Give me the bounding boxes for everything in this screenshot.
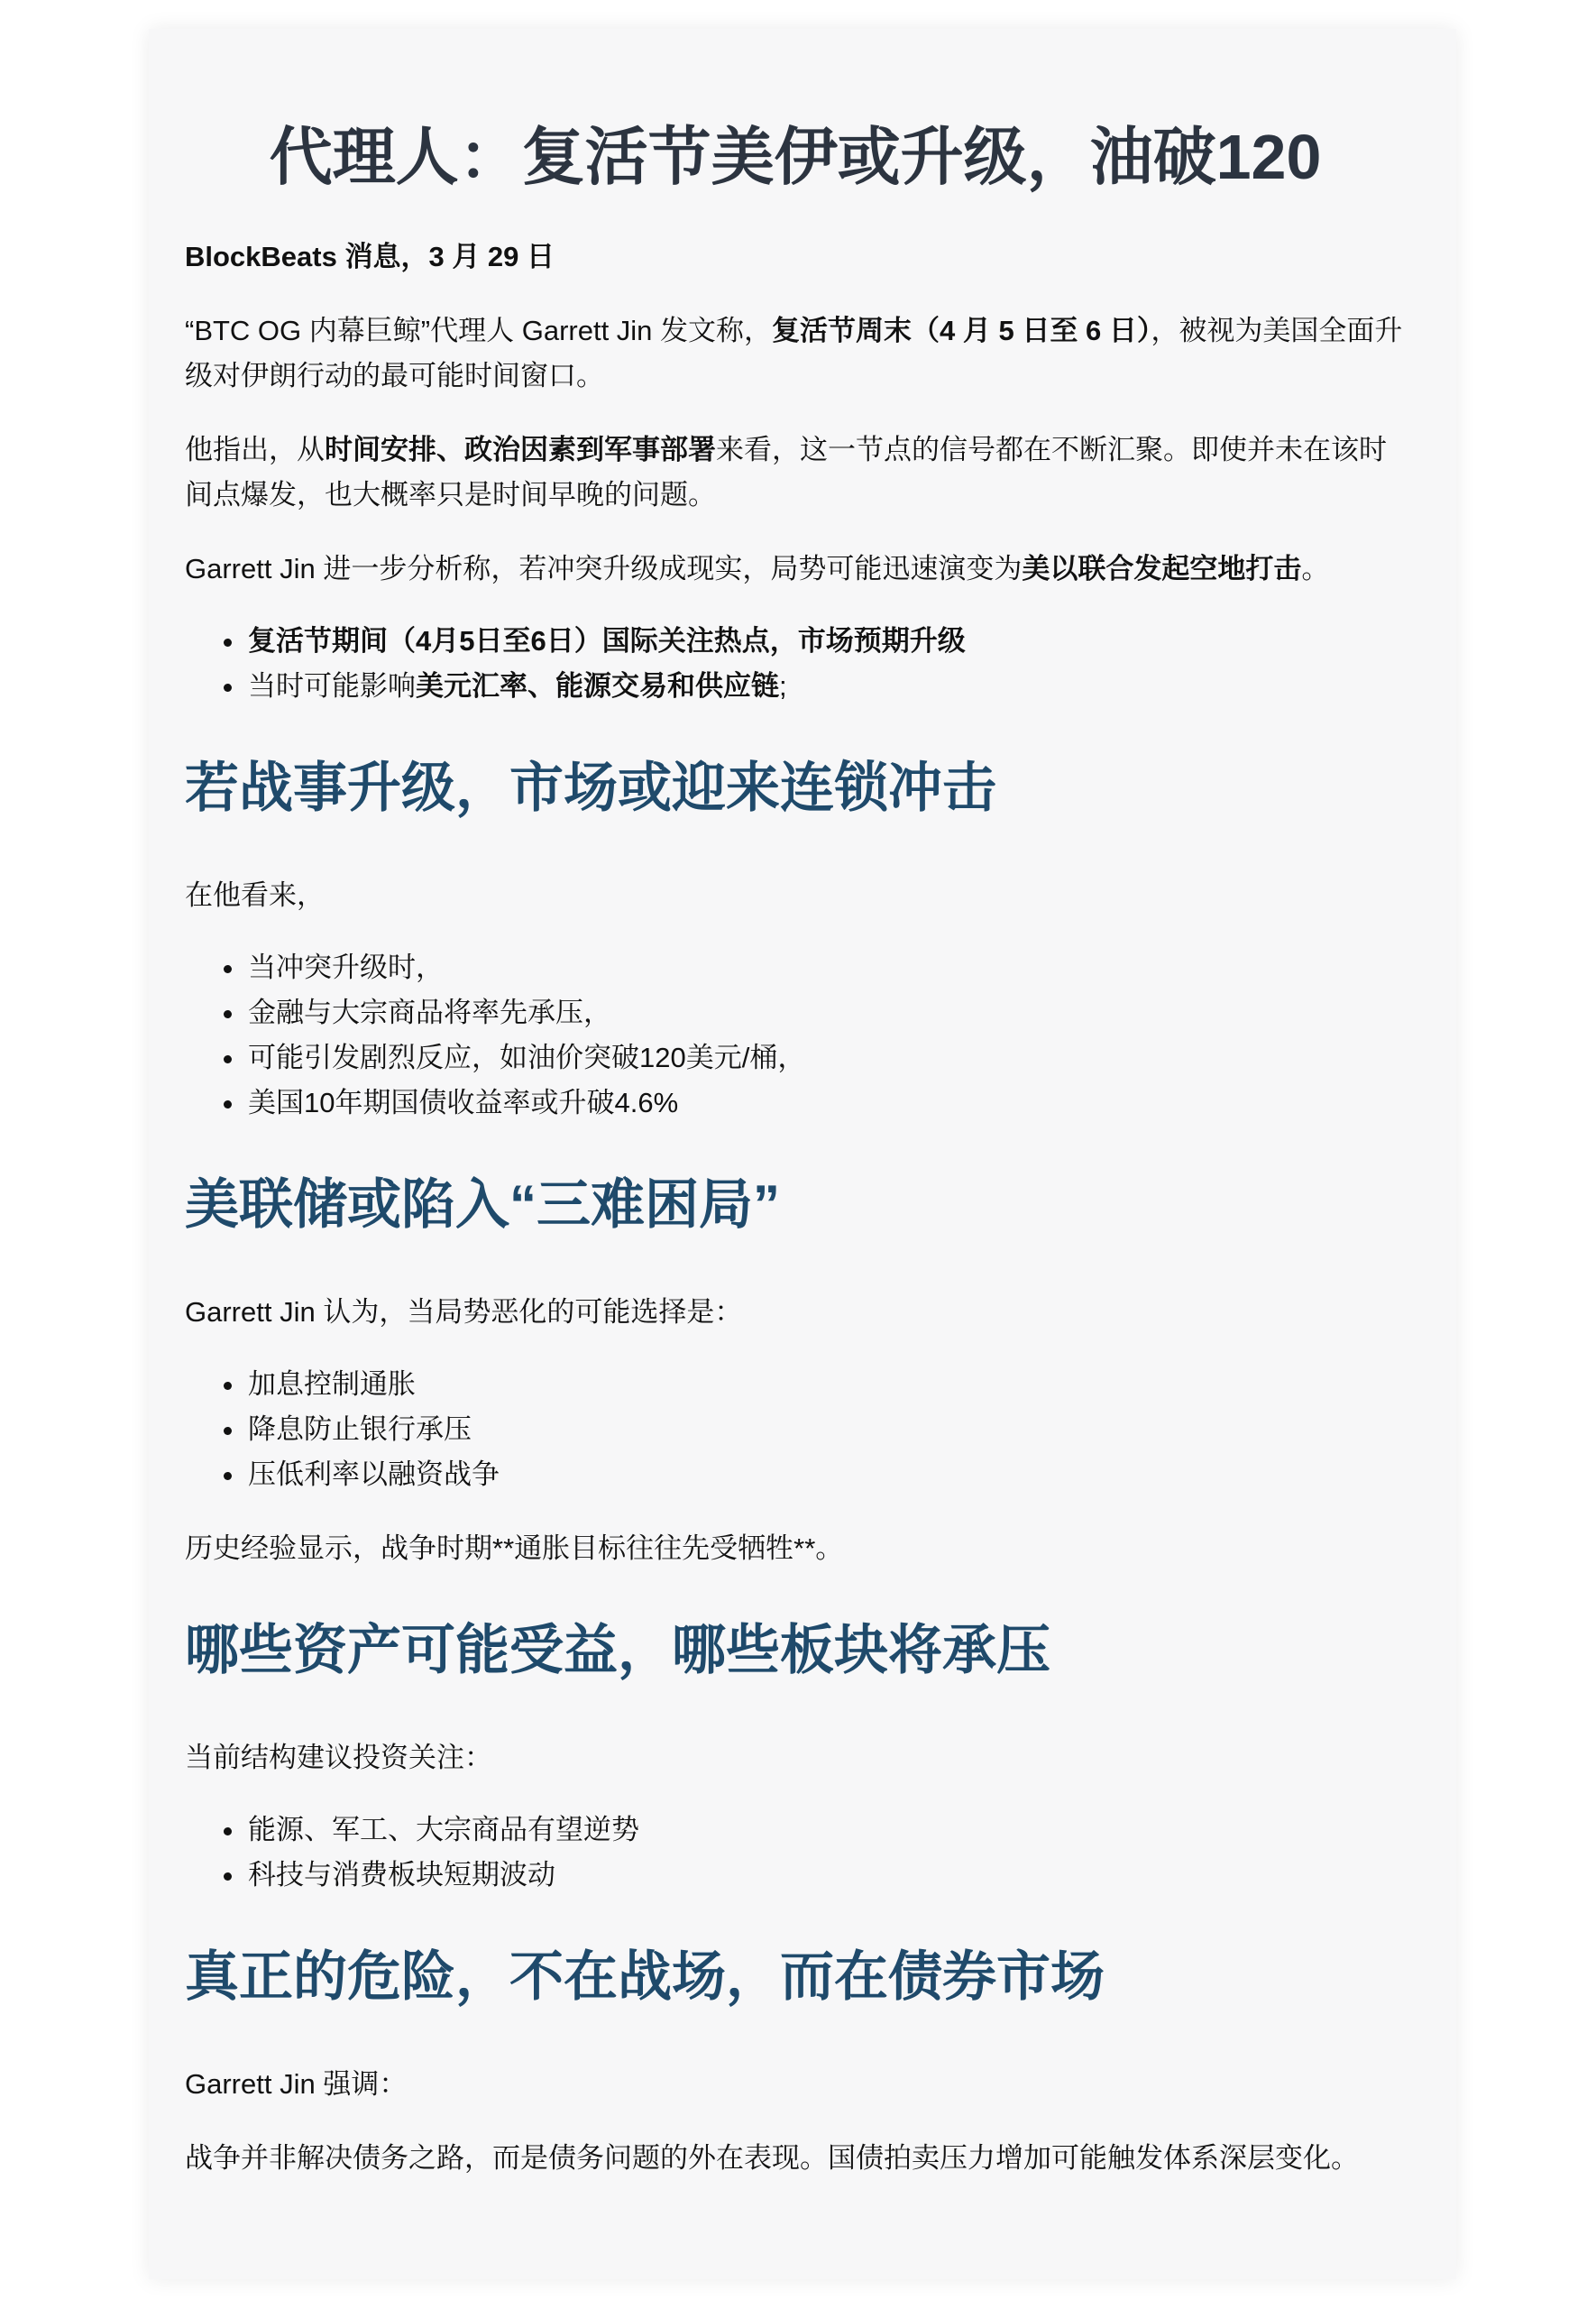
paragraph-1-bold: 复活节周末（4 月 5 日至 6 日） — [772, 315, 1151, 346]
list-item: • 科技与消费板块短期波动 — [246, 1853, 1406, 1898]
list-item: • 能源、军工、大宗商品有望逆势 — [246, 1808, 1406, 1853]
section-note: 战争并非解决债务之路，而是债务问题的外在表现。国债拍卖压力增加可能触发体系深层变化。 — [185, 2142, 1359, 2174]
paragraph-3-tail: 。 — [1301, 553, 1330, 584]
paragraph-2-text: 他指出，从 — [185, 434, 325, 465]
paragraph-3-text: Garrett Jin 进一步分析称，若冲突升级成现实，局势可能迅速演变为 — [185, 553, 1023, 584]
paragraph-2 — [185, 428, 1406, 518]
list-item-text: 当时可能影响 — [248, 670, 416, 702]
section-intro: 当前结构建议投资关注： — [185, 1742, 492, 1773]
dateline — [185, 235, 1406, 280]
section-heading: 美联储或陷入“三难困局” — [185, 1174, 780, 1235]
paragraph-1-tail: ，被视为美国全面升级对伊朗行动的最可能时间窗口。 — [185, 315, 1403, 391]
section-intro: Garrett Jin 强调： — [185, 2068, 408, 2100]
list-item-text: 复活节期间（4月5日至6日）国际关注热点，市场预期升级 — [248, 625, 966, 657]
section-list — [185, 1808, 1406, 1898]
list-item: • 金融与大宗商品将率先承压， — [246, 990, 1406, 1035]
paragraph-3-bold: 美以联合发起空地打击 — [1022, 553, 1302, 584]
section-heading: 哪些资产可能受益，哪些板块将承压 — [185, 1620, 1050, 1680]
section-list — [185, 1362, 1406, 1497]
list-item: • 压低利率以融资战争 — [246, 1452, 1406, 1497]
list-item: • 可能引发剧烈反应，如油价突破120美元/桶， — [246, 1035, 1406, 1081]
paragraph-3 — [185, 547, 1406, 592]
article-title: 代理人：复活节美伊或升级，油破120 — [269, 122, 1322, 192]
list-item: • 加息控制通胀 — [246, 1362, 1406, 1407]
list-item — [246, 619, 1406, 664]
section-intro: Garrett Jin 认为，当局势恶化的可能选择是： — [185, 1296, 743, 1328]
list-item-tail: ; — [779, 670, 787, 702]
list-item-bold: 美元汇率、能源交易和供应链 — [416, 670, 779, 702]
list-item — [246, 664, 1406, 709]
section-intro: 在他看来， — [185, 879, 325, 911]
paragraph-2-bold: 时间安排、政治因素到军事部署 — [325, 434, 716, 465]
dateline-text: BlockBeats 消息，3 月 29 日 — [185, 241, 555, 272]
section-heading: 真正的危险，不在战场，而在债券市场 — [185, 1946, 1105, 2007]
paragraph-1 — [185, 308, 1406, 399]
list-item: • 美国10年期国债收益率或升破4.6% — [246, 1081, 1406, 1126]
paragraph-1-text: “BTC OG 内幕巨鲸”代理人 Garrett Jin 发文称， — [185, 315, 773, 346]
section-list — [185, 945, 1406, 1126]
key-points-list — [185, 619, 1406, 709]
section-note: 历史经验显示，战争时期**通胀目标往往先受牺牲**。 — [185, 1532, 844, 1564]
list-item: • 降息防止银行承压 — [246, 1407, 1406, 1452]
list-item: • 当冲突升级时， — [246, 945, 1406, 990]
section-heading: 若战事升级，市场或迎来连锁冲击 — [185, 758, 996, 818]
article-card — [149, 29, 1456, 2279]
paragraph-2-tail: 来看，这一节点的信号都在不断汇聚。即使并未在该时间点爆发，也大概率只是时间早晚的问题。 — [185, 434, 1387, 511]
